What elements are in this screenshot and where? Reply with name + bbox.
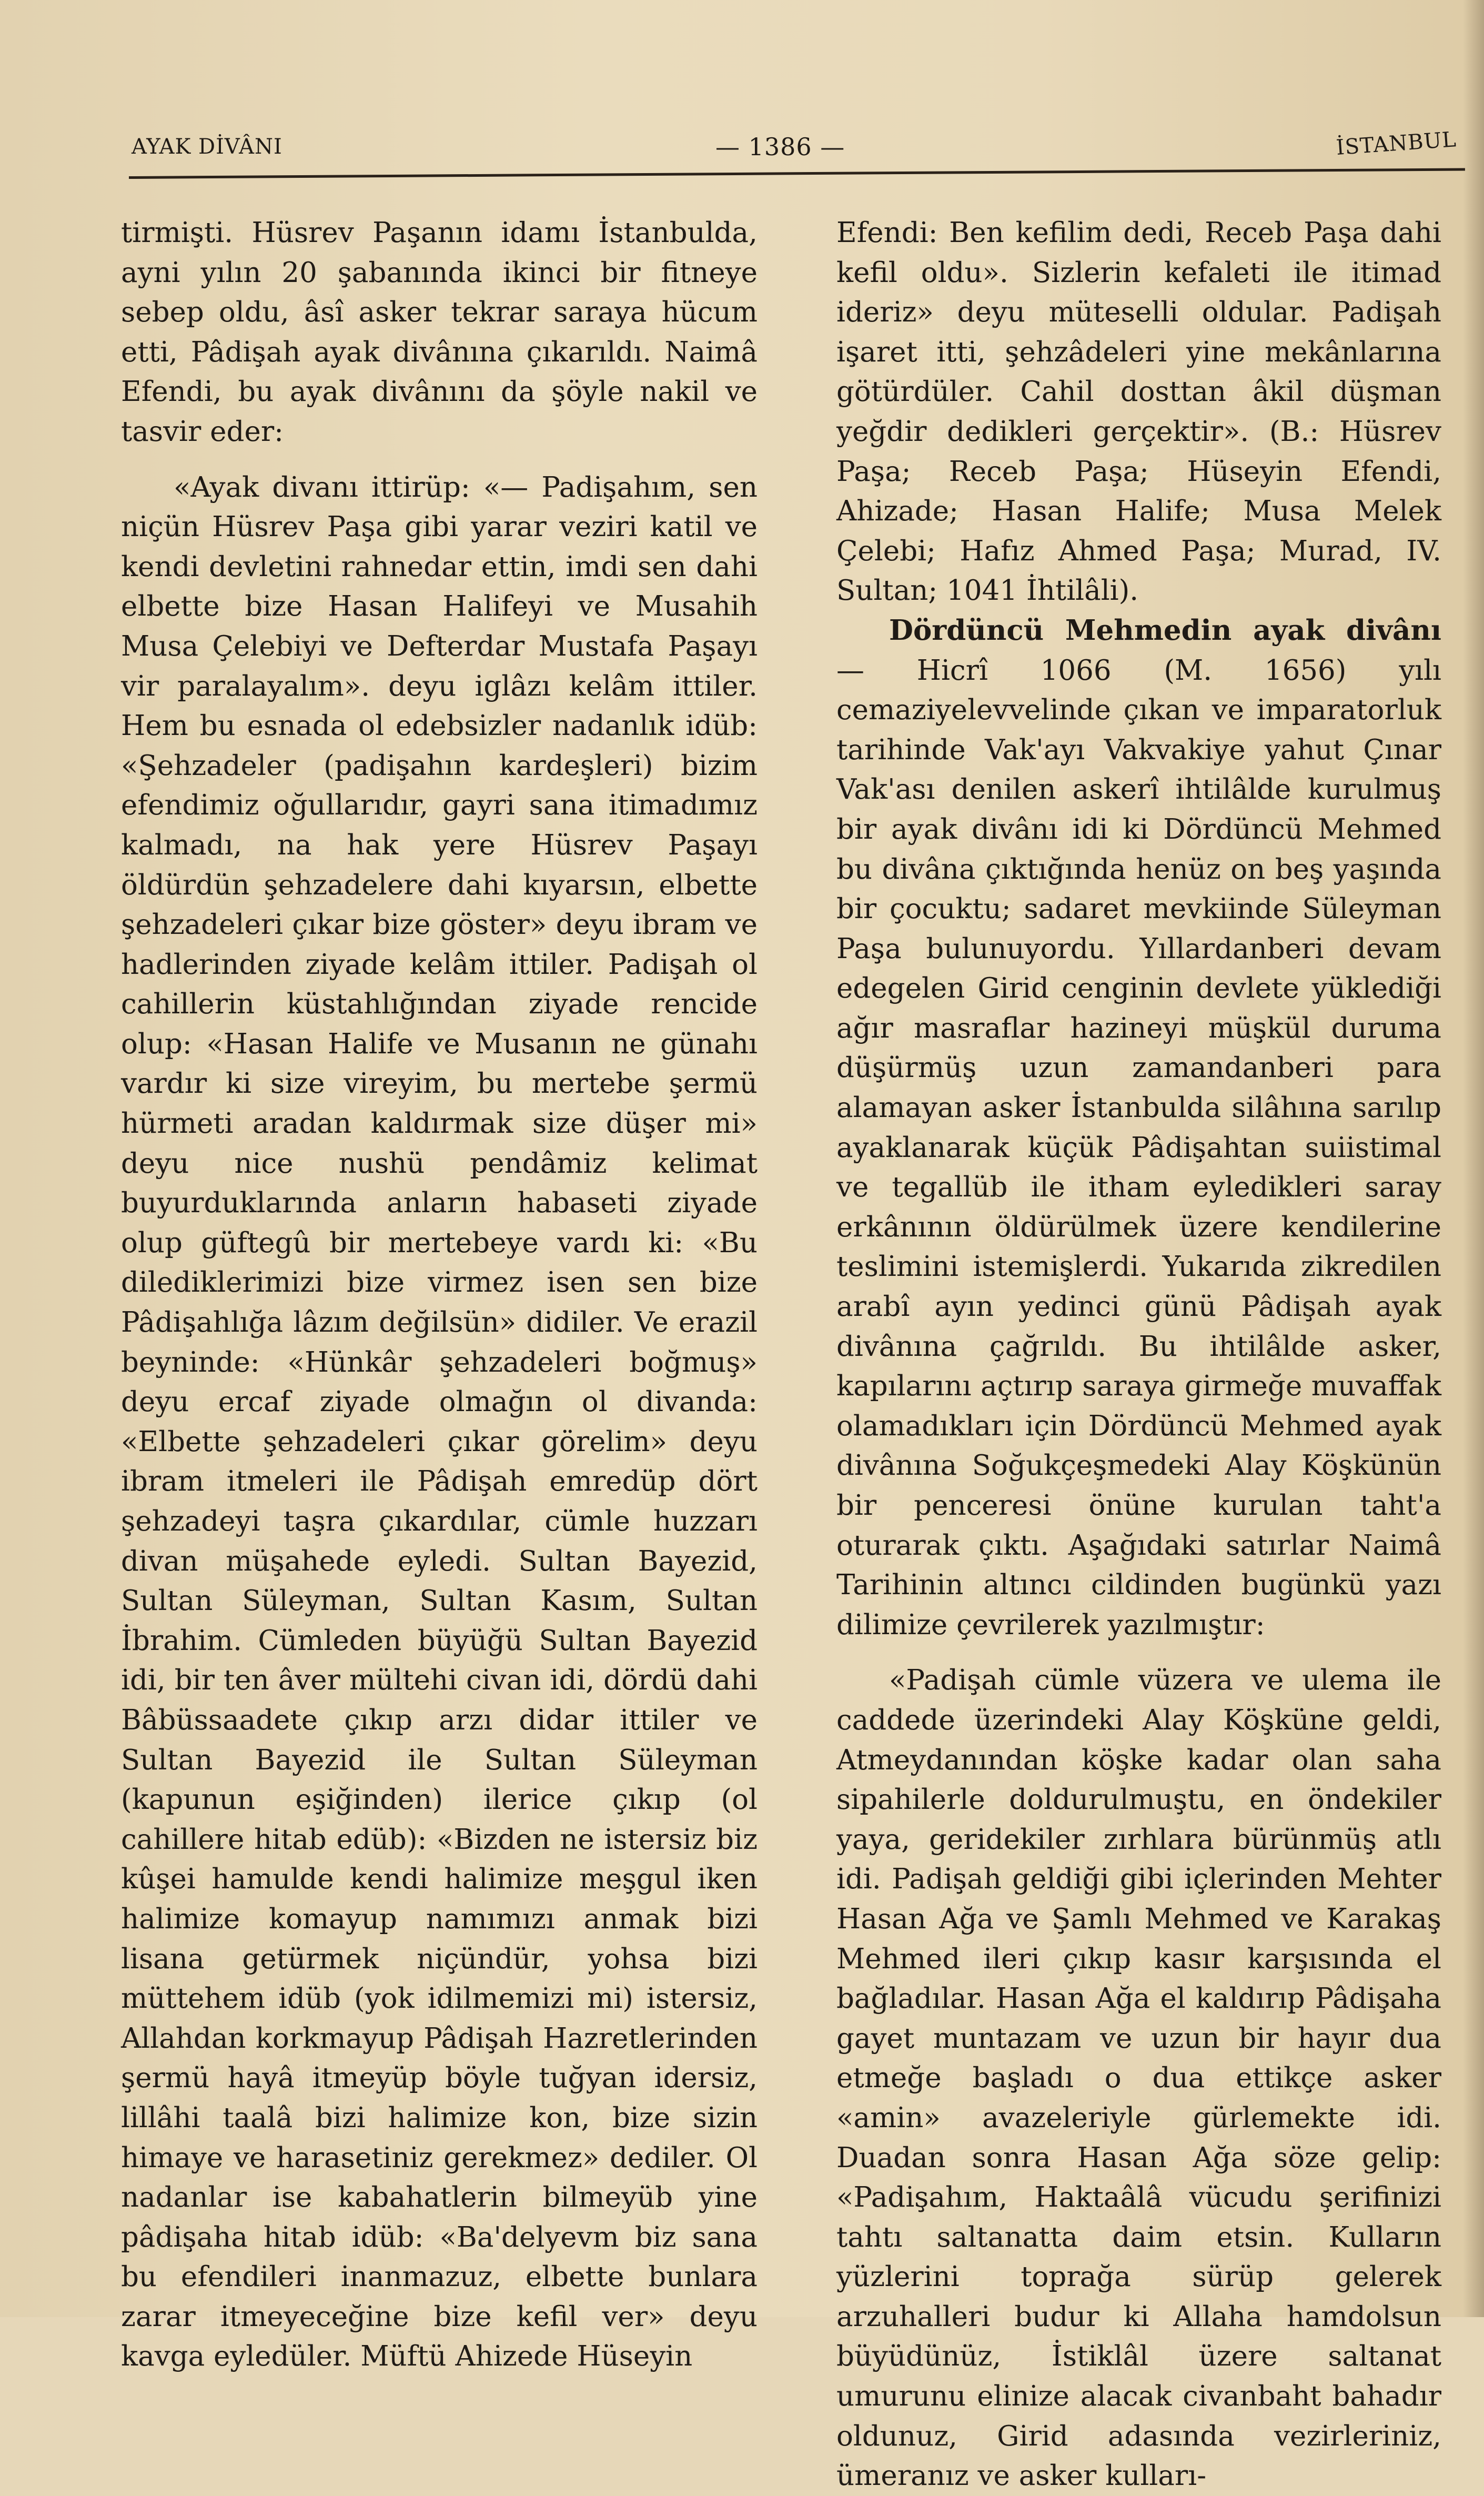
running-header: [132, 127, 1468, 172]
right-column: [836, 213, 1441, 2496]
page-edge-shadow: [1463, 0, 1484, 2317]
page-number: — 1386 —: [715, 133, 845, 161]
entry-body: — Hicrî 1066 (M. 1656) yılı cemaziyelevvelinde çıkan ve imparatorluk tarihinde Vak'ayı Vakvakiye yahut Çınar Vak'ası denilen askerî ihtilâlde kurulmuş bir ayak divânı idi ki Dördüncü Mehmed bu divâna çıktığında henüz on beş yaşında bir çocuktu; sadaret mevkiinde Süleyman Paşa bulunuyordu. Yıllardanberi devam edegelen Girid cenginin devlete yüklediği ağır masraflar hazineyi müşkül duruma düşürmüş uzun zamandanberi para alamayan asker İstanbulda silâhına sarılıp ayaklanarak küçük Pâdişahtan suiistimal ve tegallüb ile itham eyledikleri saray erkânının öldürülmek üzere kendilerine teslimini istemişlerdi. Yukarıda zikredilen arabî ayın yedinci günü Pâdişah ayak divânına çağrıldı. Bu ihtilâlde asker, kapılarını açtırıp saraya girmeğe muvaffak olamadıkları için Dördüncü Mehmed ayak divânına Soğukçeşmedeki Alay Köşkünün bir penceresi önüne kurulan taht'a oturarak çıktı. Aşağıdaki satırlar Naimâ Tarihinin altıncı cildinden bugünkü yazı dilimize çevrilerek yazılmıştır:: [836, 654, 1441, 1641]
header-section-title: AYAK DİVÂNI: [132, 135, 282, 159]
right-paragraph-2: [836, 611, 1441, 1645]
right-paragraph-3: «Padişah cümle vüzera ve ulema ile caddede üzerindeki Alay Köşküne geldi, Atmeydanından köşke kadar olan saha sipahilerle doldurulmuştu, en öndekiler yaya, geridekiler zırhlara bürünmüş atlı idi. Padişah geldiği gibi içlerinden Mehter Hasan Ağa ve Şamlı Mehmed ve Karakaş Mehmed ileri çıkıp kasır karşısında el bağladılar. Hasan Ağa el kaldırıp Pâdişaha gayet muntazam ve uzun bir hayır dua etmeğe başladı o dua ettikçe asker «amin» avazeleriyle gürlemekte idi. Duadan sonra Hasan Ağa söze gelip: «Padişahım, Haktaâlâ vücudu şerifinizi tahtı saltanatta daim etsin. Kulların yüzlerini toprağa sürüp gelerek arzuhalleri budur ki Allaha hamdolsun büyüdünüz, İstiklâl üzere saltanat umurunu elinize alacak civanbaht bahadır oldunuz, Girid adasında vezirleriniz, ümeranız ve asker kulları-: [836, 1664, 1441, 2492]
left-paragraph-1: tirmişti. Hüsrev Paşanın idamı İstanbulda, ayni yılın 20 şabanında ikinci bir fitneye sebep oldu, âsî asker tekrar saraya hücum etti, Pâdişah ayak divânına çıkarıldı. Naimâ Efendi, bu ayak divânını da şöyle nakil ve tasvir eder:: [121, 217, 758, 448]
header-volume-title: İSTANBUL: [1335, 127, 1457, 160]
left-column: [121, 213, 758, 2377]
entry-heading: Dördüncü Mehmedin ayak divânı: [889, 613, 1441, 647]
left-paragraph-2: «Ayak divanı ittirüp: «— Padişahım, sen niçün Hüsrev Paşa gibi yarar veziri katil ve kendi devletini rahnedar ettin, imdi sen dahi elbette bize Hasan Halifeyi ve Musahih Musa Çelebiyi ve Defterdar Mustafa Paşayı vir paralayalım». deyu iglâzı kelâm ittiler. Hem bu esnada ol edebsizler nadanlık idüb: «Şehzadeler (padişahın kardeşleri) bizim efendimiz oğullarıdır, gayri sana itimadımız kalmadı, na hak yere Hüsrev Paşayı öldürdün şehzadelere dahi kıyarsın, elbette şehzadeleri çıkar bize göster» deyu ibram ve hadlerinden ziyade kelâm ittiler. Padişah ol cahillerin küstahlığından ziyade rencide olup: «Hasan Halife ve Musanın ne günahı vardır ki size vireyim, bu mertebe şermü hürmeti aradan kaldırmak size düşer mi» deyu nice nushü pendâmiz kelimat buyurduklarında anların habaseti ziyade olup güftegû bir mertebeye vardı ki: «Bu dilediklerimizi bize virmez isen sen bize Pâdişahlığa lâzım değilsün» didiler. Ve erazil beyninde: «Hünkâr şehzadeleri boğmuş» deyu ercaf ziyade olmağın ol divanda: «Elbette şehzadeleri çıkar görelim» deyu ibram itmeleri ile Pâdişah emredüp dört şehzadeyi taşra çıkardılar, cümle huzzarı divan müşahede eyledi. Sultan Bayezid, Sultan Süleyman, Sultan Kasım, Sultan İbrahim. Cümleden büyüğü Sultan Bayezid idi, bir ten âver mültehi civan idi, dördü dahi Bâbüssaadete çıkıp arzı didar ittiler ve Sultan Bayezid ile Sultan Süleyman (kapunun eşiğinden) ilerice çıkıp (ol cahillere hitab edüb): «Bizden ne istersiz biz kûşei hamulde kendi halimize meşgul iken halimize komayup namımızı anmak bizi lisana getürmek niçündür, yohsa bizi müttehem idüb (yok idilmemizi mi) istersiz, Allahdan korkmayup Pâdişah Hazretlerinden şermü hayâ itmeyüp böyle tuğyan idersiz, lillâhi taalâ bizi halimize kon, bize sizin himaye ve harasetiniz gerekmez» dediler. Ol nadanlar ise kabahatlerin bilmeyüb yine pâdişaha hitab idüb: «Ba'delyevm biz sana bu efendileri inanmazuz, elbette bunlara zarar itmeyeceğine bize kefil ver» deyu kavga eyledüler. Müftü Ahizede Hüseyin: [121, 471, 758, 2373]
right-paragraph-1: Efendi: Ben kefilim dedi, Receb Paşa dahi kefil oldu». Sizlerin kefaleti ile itimad ideriz» deyu müteselli oldular. Padişah işaret itti, şehzâdeleri yine mekânlarına götürdüler. Cahil dosttan âkil düşman yeğdir dedikleri gerçektir». (B.: Hüsrev Paşa; Receb Paşa; Hüseyin Efendi, Ahizade; Hasan Halife; Musa Melek Çelebi; Hafız Ahmed Paşa; Murad, IV. Sultan; 1041 İhtilâli).: [836, 217, 1441, 607]
